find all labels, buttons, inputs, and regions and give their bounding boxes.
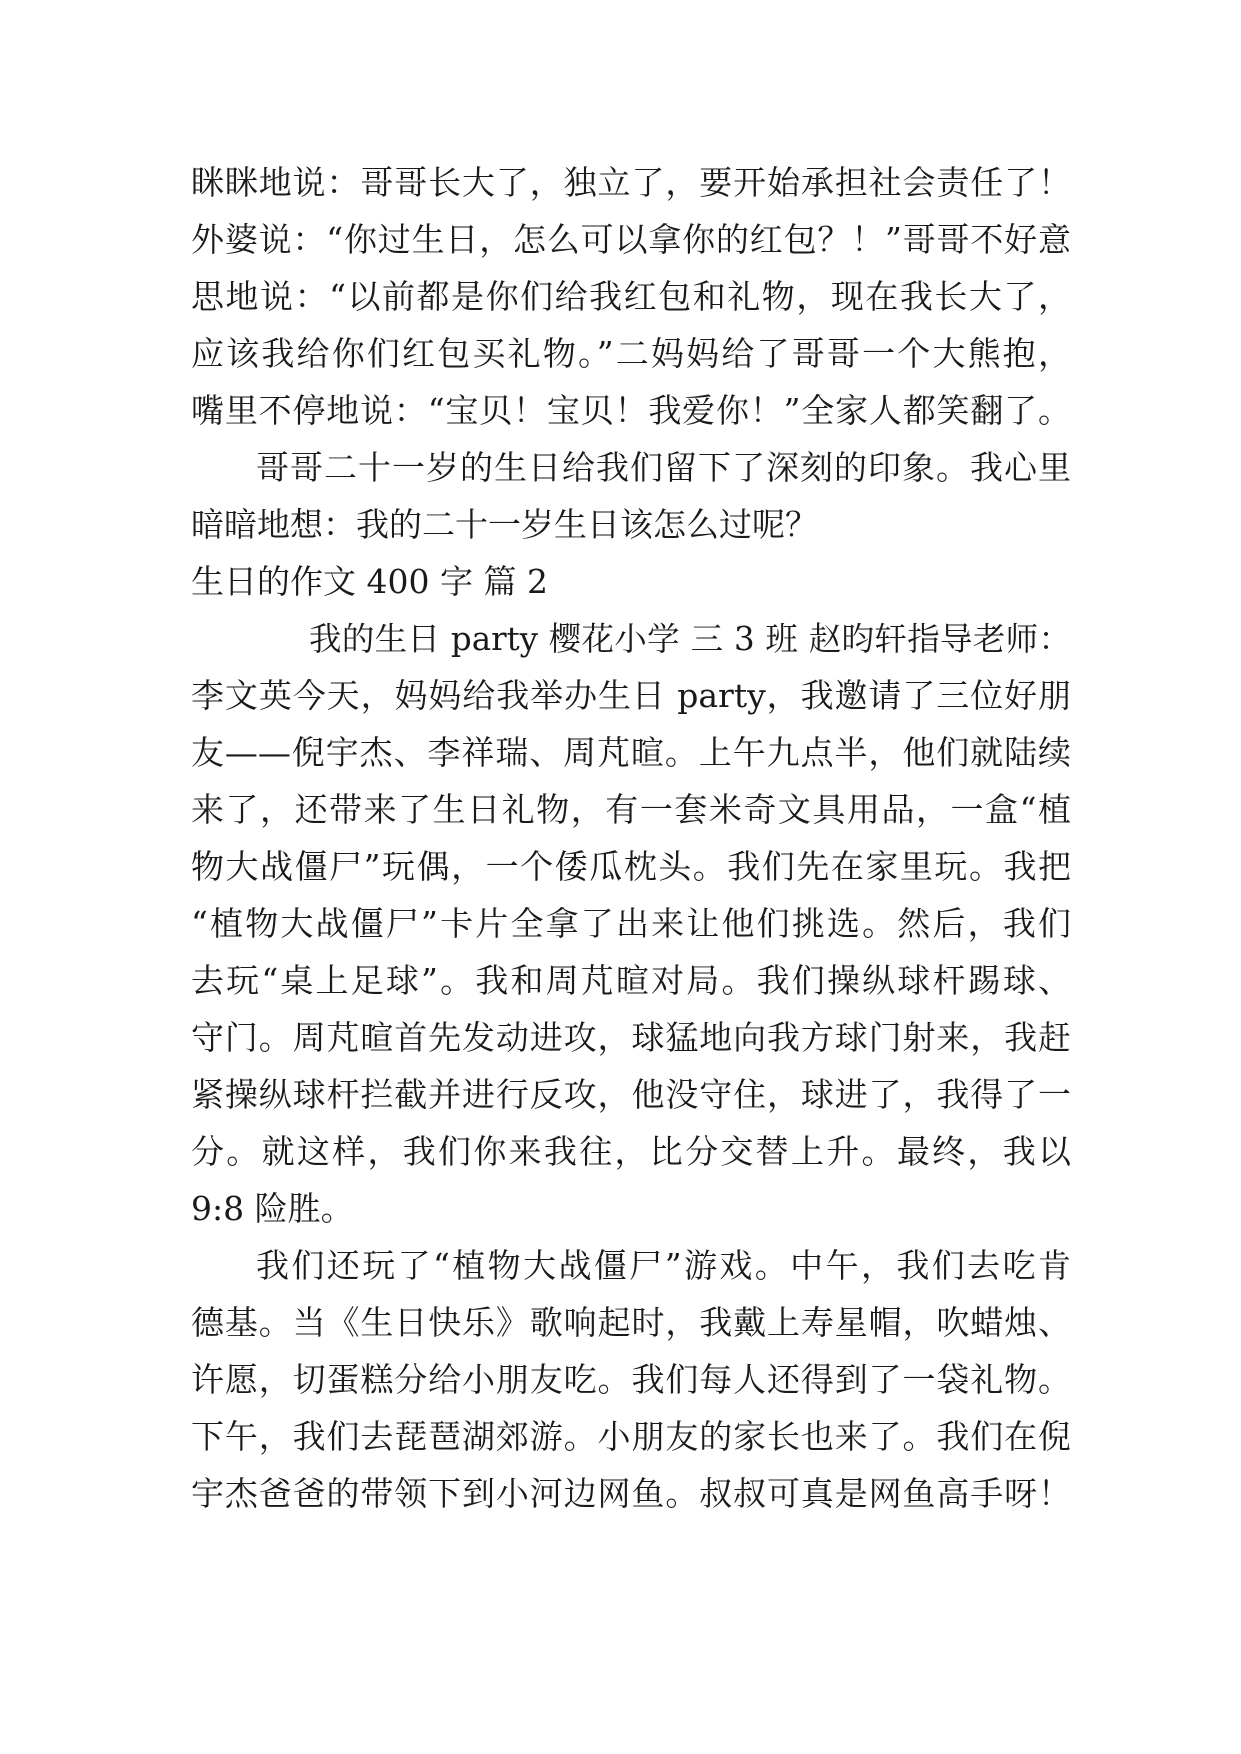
paragraph-line: 我的生日 party 樱花小学 三 3 班 赵昀轩指导老师： bbox=[309, 620, 1071, 658]
paragraph-line: 嘴里不停地说：“宝贝！宝贝！我爱你！”全家人都笑翻了。 bbox=[191, 391, 1071, 430]
paragraph-line: 我们还玩了“植物大战僵尸”游戏。中午，我们去吃肯 bbox=[256, 1246, 1071, 1285]
paragraph-line: 下午，我们去琵琶湖郊游。小朋友的家长也来了。我们在倪 bbox=[191, 1417, 1071, 1456]
paragraph-line: 暗暗地想：我的二十一岁生日该怎么过呢？ bbox=[191, 505, 818, 544]
paragraph-line: 宇杰爸爸的带领下到小河边网鱼。叔叔可真是网鱼高手呀！ bbox=[191, 1474, 1071, 1513]
paragraph-line: 思地说：“以前都是你们给我红包和礼物，现在我长大了， bbox=[191, 277, 1071, 316]
paragraph-line: 守门。周芃暄首先发动进攻，球猛地向我方球门射来，我赶 bbox=[191, 1018, 1071, 1057]
section-heading: 生日的作文 400 字 篇 2 bbox=[191, 562, 548, 601]
paragraph-line: 分。就这样，我们你来我往，比分交替上升。最终，我以 bbox=[191, 1132, 1071, 1171]
paragraph-line: “植物大战僵尸”卡片全拿了出来让他们挑选。然后，我们 bbox=[191, 904, 1071, 943]
paragraph-line: 许愿，切蛋糕分给小朋友吃。我们每人还得到了一袋礼物。 bbox=[191, 1360, 1071, 1399]
paragraph-line: 眯眯地说：哥哥长大了，独立了，要开始承担社会责任了！ bbox=[191, 163, 1071, 202]
paragraph-line: 去玩“桌上足球”。我和周芃暄对局。我们操纵球杆踢球、 bbox=[191, 961, 1071, 1000]
paragraph-line: 哥哥二十一岁的生日给我们留下了深刻的印象。我心里 bbox=[256, 448, 1071, 487]
paragraph-line: 李文英今天，妈妈给我举办生日 party，我邀请了三位好朋 bbox=[191, 676, 1071, 715]
paragraph-line: 德基。当《生日快乐》歌响起时，我戴上寿星帽，吹蜡烛、 bbox=[191, 1303, 1071, 1342]
paragraph-line: 紧操纵球杆拦截并进行反攻，他没守住，球进了，我得了一 bbox=[191, 1075, 1071, 1114]
paragraph-line: 来了，还带来了生日礼物，有一套米奇文具用品，一盒“植 bbox=[191, 790, 1071, 829]
paragraph-line: 外婆说：“你过生日，怎么可以拿你的红包？！”哥哥不好意 bbox=[191, 220, 1071, 259]
paragraph-line: 物大战僵尸”玩偶，一个倭瓜枕头。我们先在家里玩。我把 bbox=[191, 847, 1071, 886]
paragraph-line: 9:8 险胜。 bbox=[191, 1189, 354, 1228]
paragraph-line: 应该我给你们红包买礼物。”二妈妈给了哥哥一个大熊抱， bbox=[191, 334, 1071, 373]
paragraph-line: 友——倪宇杰、李祥瑞、周芃暄。上午九点半，他们就陆续 bbox=[191, 733, 1071, 772]
